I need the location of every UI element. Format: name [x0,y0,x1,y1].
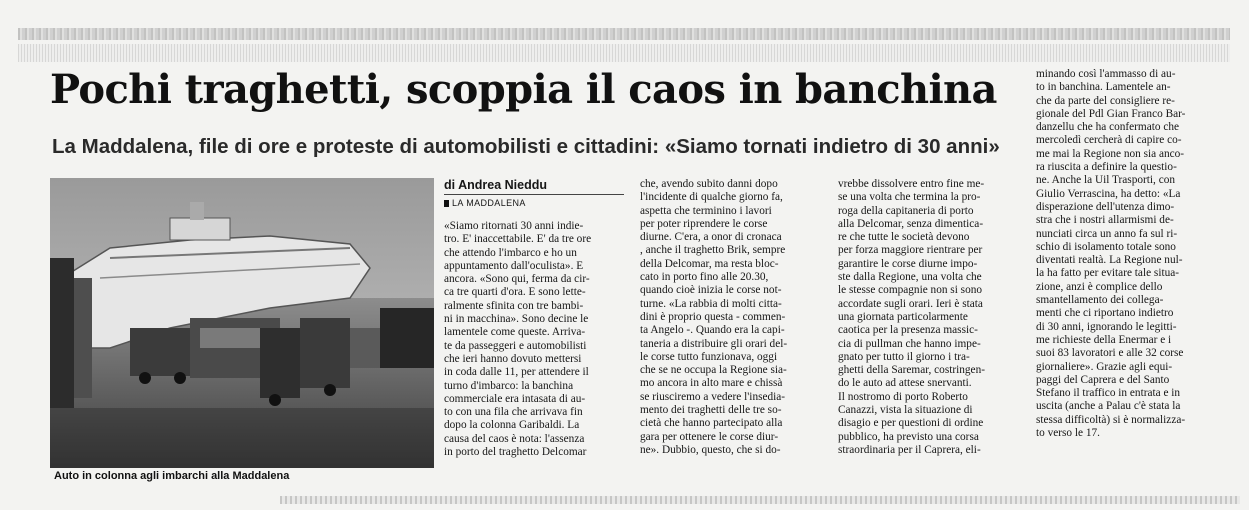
article-text-line: suoi 83 lavoratori e alle 32 corse [1036,347,1184,360]
article-text-line: zione, anzi è complice dello [1036,280,1163,293]
article-text-line: in coda dalle 11, per attendere il [444,366,589,379]
article-column-1 [444,220,591,459]
article-text-line: Giulio Verrascina, ha detto: «La [1036,187,1181,200]
article-text-line: ghetti della Saremar, costringen- [838,364,985,377]
article-text-line: la ha fatto per evitare tale situa- [1036,267,1180,280]
article-text-line: disperazione dell'utenza dimo- [1036,200,1175,213]
article-text-line: vrebbe dissolvere entro fine me- [838,178,985,190]
article-text-line: stra che i nostri allarmismi de- [1036,214,1174,227]
article-text-line: Il nostromo di porto Roberto [838,390,968,403]
article-headline: Pochi traghetti, scoppia il caos in banchina [50,66,997,113]
article-text-line: danzellu che ha confermato che [1036,121,1180,134]
article-text-line: mo ancora in alto mare e chissà [640,377,783,390]
article-text-line: mercoledì cercherà di capire co- [1036,134,1182,147]
article-text-line: garantire le corse diurne impo- [838,257,978,270]
article-text-line: taneria a distribuire gli orari del- [640,337,788,350]
article-text-line: gara per ottenere le corse diur- [640,430,779,443]
article-text-line: smantellamento dei collega- [1036,294,1164,307]
article-text-line: per poter riprendere le corse [640,217,768,230]
article-text-line: cietà che hanno partecipato alla [640,417,783,430]
article-text-line: ni in macchina». Sono decine le [444,313,589,326]
article-text-line: ne. Anche la Uil Trasporti, con [1036,174,1175,187]
article-text-line: di 30 anni, ignorando le legitti- [1036,320,1177,333]
article-text-line: straordinaria per il Caprera, eli- [838,443,981,456]
article-text-line: quando cioè inizia le corse not- [640,284,782,297]
article-column-3 [838,178,985,457]
article-text-line: giornaliere». Grazie agli equi- [1036,360,1173,373]
article-text-line: disagio e per questioni di ordine [838,417,984,430]
article-text-line: che se ne occupa la Regione sia- [640,364,787,377]
article-text-line: se riusciremo a vedere l'insedia- [640,390,786,403]
photo-caption: Auto in colonna agli imbarchi alla Maddalena [54,470,290,482]
article-text-line: ralmente sfinita con tre bambi- [444,299,584,312]
article-text-line: uscita (anche a Palau c'è stata la [1036,400,1181,413]
page-header-band-lower [18,44,1230,62]
article-text-line: roga della capitaneria di porto [838,204,974,217]
article-text-line: diurne. C'era, a onor di cronaca [640,231,782,244]
article-text-line: diventati realtà. La Regione nul- [1036,254,1183,267]
article-text-line: turne. «La rabbia di molti citta- [640,297,782,310]
article-text-line: che da parte del consigliere re- [1036,94,1175,107]
article-text-line: l'incidente di qualche giorno fa, [640,191,783,204]
article-text-line: minando così l'ammasso di au- [1036,68,1176,80]
article-subheadline: La Maddalena, file di ore e proteste di automobilisti e cittadini: «Siamo tornati indietro di 30 anni» [52,135,1000,158]
article-text-line: ste dalla Regione, una volta che [838,271,982,284]
article-text-line: lamentele come queste. Arriva- [444,326,586,339]
article-text-line: una giornata particolarmente [838,310,968,323]
article-text-line: gnato per tutto il giorno i tra- [838,350,970,363]
article-text-line: ancora. «Sono qui, ferma da cir- [444,273,590,286]
article-text-line: dopo la colonna Garibaldi. La [444,419,580,432]
ferry-pier-photo [50,178,434,468]
article-text-line: menti che ci riportano indietro [1036,307,1174,320]
article-text-line: gionale del Pdl Gian Franco Bar- [1036,107,1186,120]
dateline-marker-icon [444,200,449,207]
article-text-line: turno d'imbarco: la banchina [444,379,574,392]
article-text-line: dini è proprio questa - commen- [640,310,786,323]
article-text-line: le stesse compagnie non si sono [838,284,983,297]
article-text-line: pubblico, ha previsto una corsa [838,430,979,443]
article-text-line: to con una fila che arrivava fin [444,406,583,419]
article-text-line: Stefano il traffico in entrata e in [1036,387,1181,400]
article-text-line: caotica per la presenza massic- [838,324,978,337]
page-footer-band [280,496,1240,504]
article-text-line: accordate sugli orari. Ieri è stata [838,297,983,310]
article-text-line: ra riuscita a definire la questio- [1036,161,1177,174]
article-text-line: to verso le 17. [1036,427,1101,440]
article-text-line: «Siamo ritornati 30 anni indie- [444,220,584,232]
article-text-line: causa del caos è nota: l'assenza [444,432,585,445]
article-text-line: le corse tutto funzionava, oggi [640,350,778,363]
article-text-line: ta Angelo -. Quando era la capi- [640,324,785,337]
article-text-line: me mai la Regione non sia anco- [1036,147,1185,160]
article-text-line: me richieste della Enermar e i [1036,333,1172,346]
article-photo [50,178,434,468]
article-dateline [444,198,526,208]
article-text-line: che ieri hanno dovuto mettersi [444,352,582,365]
dateline-text: LA MADDALENA [452,198,526,208]
article-text-line: mento dei traghetti delle tre so- [640,404,782,417]
article-text-line: aspetta che terminino i lavori [640,204,772,217]
article-text-line: schio di isolamento totale sono [1036,240,1176,253]
article-text-line: nunciati circa un anno fa sul ri- [1036,227,1178,240]
article-column-2 [640,178,787,457]
article-text-line: do le auto ad attese snervanti. [838,377,972,390]
article-text-line: in porto del traghetto Delcomar [444,446,587,459]
article-text-line: commerciale era intasata di au- [444,392,586,405]
article-text-line: della Delcomar, ma resta bloc- [640,257,779,270]
article-text-line: to in banchina. Lamentele an- [1036,81,1171,94]
article-text-line: tro. E' inaccettabile. E' da tre ore [444,233,592,246]
article-byline: di Andrea Nieddu [444,178,548,192]
article-text-line: te da passeggeri e automobilisti [444,339,587,352]
article-column-4 [1036,68,1185,440]
article-text-line: stessa difficoltà) si è normalizza- [1036,413,1186,426]
article-text-line: appuntamento dall'oculista». E [444,259,584,272]
article-text-line: ca tre quarti d'ora. E sono lette- [444,286,586,299]
article-text-line: ne». Dubbio, questo, che si do- [640,443,781,456]
article-text-line: se una volta che termina la pro- [838,191,981,204]
article-text-line: cato in porto fino alle 20.30, [640,271,769,284]
article-text-line: che attendo l'imbarco e ho un [444,246,577,259]
article-text-line: Canazzi, vista la situazione di [838,404,973,417]
article-text-line: che, avendo subito danni dopo [640,178,778,190]
article-text-line: per forza maggiore rientrare per [838,244,983,257]
article-text-line: re che tutte le società devono [838,231,970,244]
article-text-line: cia di pullman che hanno impe- [838,337,981,350]
page-header-band [18,28,1230,40]
byline-rule [444,194,624,195]
article-text-line: paggi del Caprera e del Santo [1036,373,1170,386]
article-text-line: , anche il traghetto Brik, sempre [640,244,786,257]
article-text-line: alla Delcomar, senza dimentica- [838,217,984,230]
